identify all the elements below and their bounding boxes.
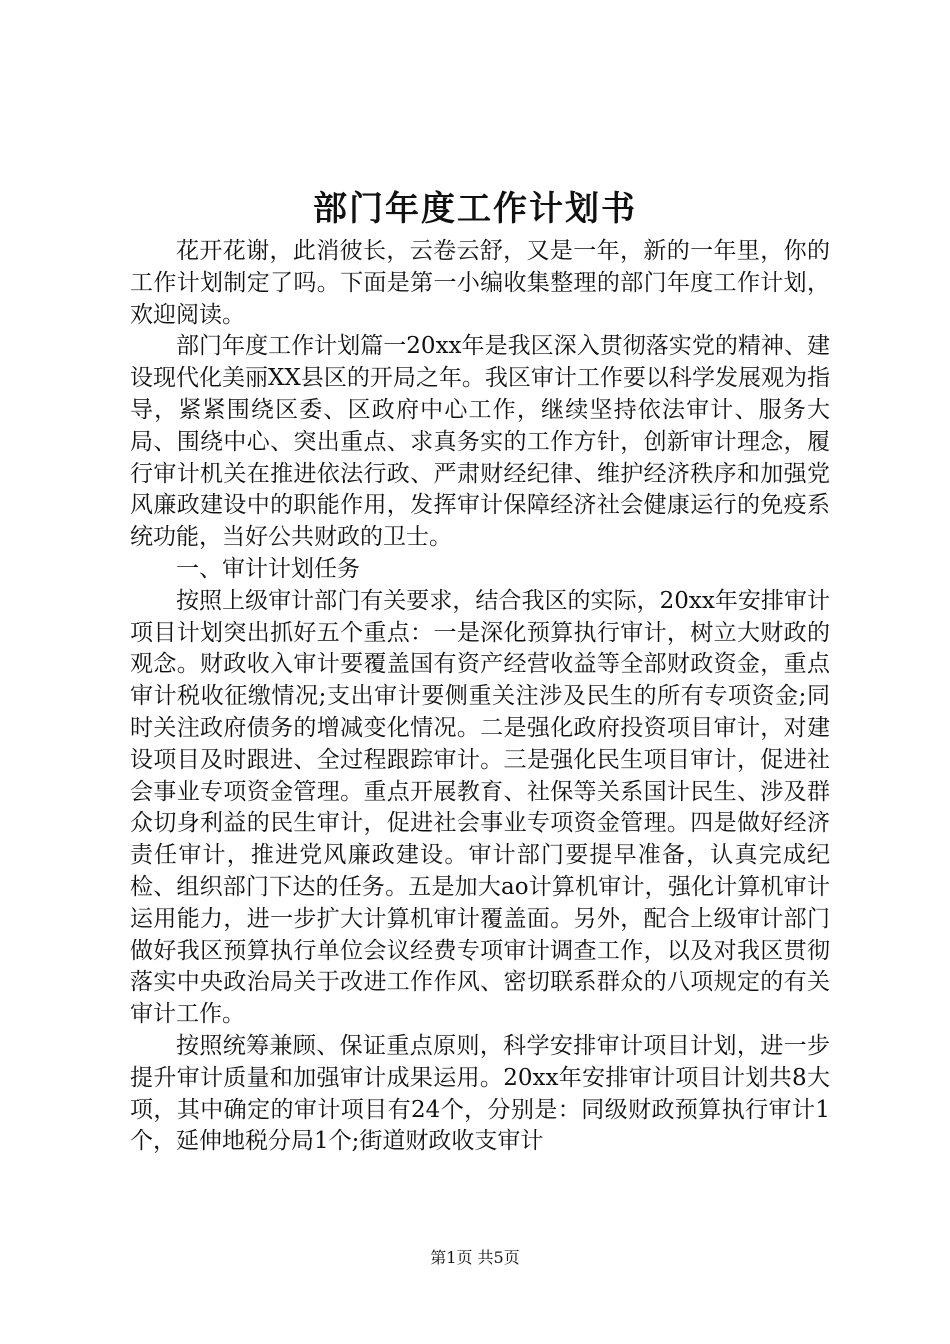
page-footer: 第1页 共5页 (430, 1248, 520, 1267)
document-body (130, 236, 830, 1158)
paragraph-audit-focus: 按照上级审计部门有关要求，结合我区的实际，20xx年安排审计项目计划突出抓好五个重点：一是深化预算执行审计，树立大财政的观念。财政收入审计要覆盖国有资产经营收益等全部财政资金，重点审计税收征缴情况;支出审计要侧重关注涉及民生的所有专项资金;同时关注政府债务的增减变化情况。二是强化政府投资项目审计，对建设项目及时跟进、全过程跟踪审计。三是强化民生项目审计，促进社会事业专项资金管理。重点开展教育、社保等关系国计民生、涉及群众切身利益的民生审计，促进社会事业专项资金管理。四是做好经济责任审计，推进党风廉政建设。审计部门要提早准备，认真完成纪检、组织部门下达的任务。五是加大ao计算机审计，强化计算机审计运用能力，进一步扩大计算机审计覆盖面。另外，配合上级审计部门做好我区预算执行单位会议经费专项审计调查工作，以及对我区贯彻落实中央政治局关于改进工作作风、密切联系群众的八项规定的有关审计工作。 (130, 587, 830, 1028)
paragraph-intro: 花开花谢，此消彼长，云卷云舒，又是一年，新的一年里，你的工作计划制定了吗。下面是第一小编收集整理的部门年度工作计划，欢迎阅读。 (130, 238, 830, 328)
paragraph-plan-overview: 部门年度工作计划篇一20xx年是我区深入贯彻落实党的精神、建设现代化美丽XX县区的开局之年。我区审计工作要以科学发展观为指导，紧紧围绕区委、区政府中心工作，继续坚持依法审计、服务大局、围绕中心、突出重点、求真务实的工作方针，创新审计理念，履行审计机关在推进依法行政、严肃财经纪律、维护经济秩序和加强党风廉政建设中的职能作用，发挥审计保障经济社会健康运行的免疫系统功能，当好公共财政的卫士。 (130, 333, 830, 551)
section-heading-audit-tasks: 一、审计计划任务 (176, 555, 360, 582)
paragraph-audit-projects: 按照统筹兼顾、保证重点原则，科学安排审计项目计划，进一步提升审计质量和加强审计成果运用。20xx年安排审计项目计划共8大项，其中确定的审计项目有24个，分别是：同级财政预算执行审计1个，延伸地税分局1个;街道财政收支审计 (130, 1032, 830, 1155)
document-title: 部门年度工作计划书 (313, 189, 637, 229)
